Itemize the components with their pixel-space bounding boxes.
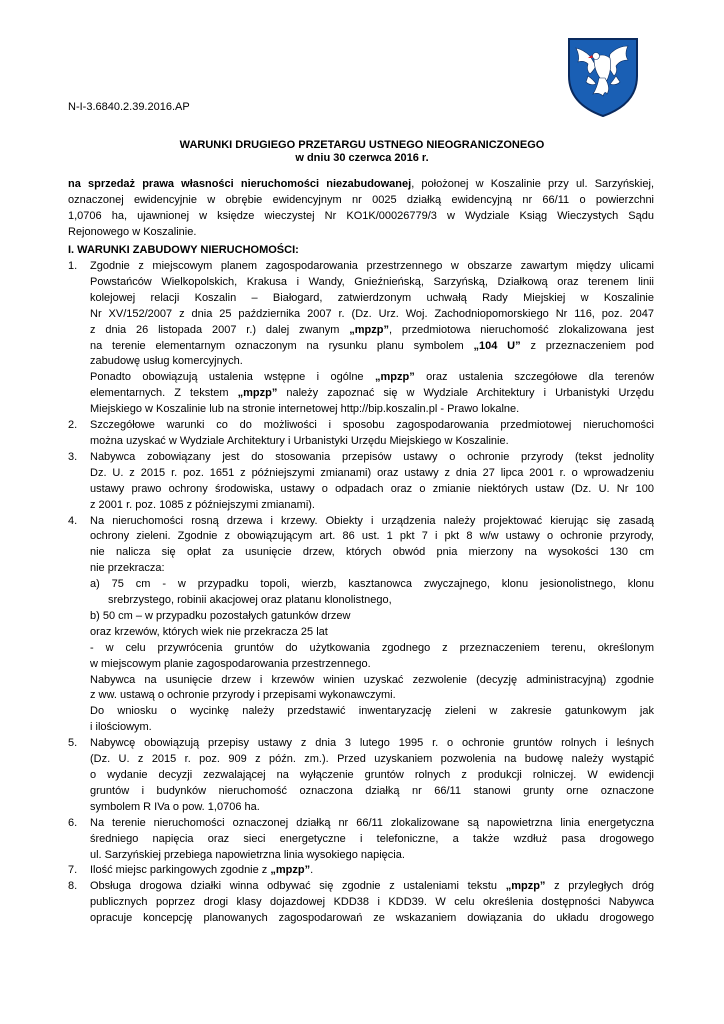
item-line: Nabywca na usunięcie drzew i krzewów winien uzyskać zezwolenie (decyzję administracyjną) zgodnie	[90, 673, 654, 686]
item-line: Ponadto obowiązują ustalenia wstępne i ogólne „mpzp” oraz ustalenia szczegółowe dla terenów	[90, 371, 654, 384]
item-line: publicznych poprzez drogi klasy dojazdowej KDD38 i KDD39. W celu określenia dostępności Nabywca	[90, 896, 654, 909]
item-number: 1.	[68, 260, 78, 272]
item-line: Powstańców Wielkopolskich, Krakusa i Wandy, Gnieźnieńską, Sarzyńską, Działkową oraz terenem linii	[90, 275, 654, 288]
item-line: na terenie elementarnym oznaczonym na rysunku planu symbolem „104 U” z przeznaczeniem pod	[90, 339, 654, 352]
item-line: Na nieruchomości rosną drzewa i krzewy. Obiekty i urządzenia należy projektować kierując się zasadą	[90, 514, 654, 527]
item-line: - w celu przywrócenia gruntów do użytkowania zgodnego z przeznaczeniem terenu, określonym	[90, 641, 654, 654]
item-line: Miejskiego w Koszalinie lub na stronie internetowej http://bip.koszalin.pl - Prawo lokalne.	[90, 403, 520, 416]
item-line: ochrony zieleni. Zgodnie z obowiązującym art. 86 ust. 1 pkt 7 i pkt 8 w/w ustawy o ochronie przyrody,	[90, 530, 654, 543]
item-line: Nabywcę obowiązują przepisy ustawy z dnia 3 lutego 1995 r. o ochronie gruntów rolnych i leśnych	[90, 737, 654, 750]
intro-line: Rejonowego w Koszalinie.	[68, 225, 197, 238]
item-line: Zgodnie z miejscowym planem zagospodarowania przestrzennego w obszarze zawartym między ulicami	[90, 260, 654, 272]
intro-text: , położonej w Koszalinie przy ul. Sarzyńskiej,	[411, 178, 654, 190]
item-line: (Dz. U. z 2015 r. poz. 909 z późn. zm.). Przed uzyskaniem pozwolenia na budowę należy wystąpić	[90, 753, 654, 766]
item-line: Nabywca zobowiązany jest do stosowania przepisów ustawy o ochronie przyrody (tekst jednolity	[90, 450, 654, 463]
item-line: kolejowej relacji Koszalin – Białogard, zatwierdzonym uchwałą Rady Miejskiej w Koszalinie	[90, 291, 654, 304]
item-line: zabudowę usług komercyjnych.	[90, 355, 243, 368]
item-line: nie przekracza:	[90, 562, 165, 575]
item-number: 5.	[68, 737, 78, 750]
item-line: b) 50 cm – w przypadku pozostałych gatunków drzew	[90, 609, 351, 622]
item-number: 4.	[68, 514, 78, 527]
item-line: Obsługa drogowa działki winna odbywać się zgodnie z ustaleniami tekstu „mpzp” z przyległych dróg	[90, 880, 654, 893]
item-line: ustawy prawo ochrony środowiska, ustawy o odpadach oraz o zmianie niektórych ustaw (Dz. U. Nr 100	[90, 482, 654, 495]
list-item	[68, 816, 654, 864]
item-line: gruntów i budynków nieruchomość oznaczona działką nr 66/11 stanowi grunty orne oznaczone	[90, 784, 654, 797]
item-line: oraz krzewów, których wiek nie przekracza 25 lat	[90, 625, 328, 638]
item-line: Nr XV/152/2007 z dnia 25 października 2007 r. (Dz. Urz. Woj. Zachodniopomorskiego Nr 116, poz. 2047	[90, 307, 654, 320]
document-title: WARUNKI DRUGIEGO PRZETARGU USTNEGO NIEOGRANICZONEGO	[179, 139, 545, 151]
section-heading: I. WARUNKI ZABUDOWY NIERUCHOMOŚCI:	[68, 244, 299, 256]
item-line: srebrzystego, robinii akacjowej oraz platanu klonolistnego,	[108, 594, 392, 607]
item-number: 7.	[68, 864, 78, 877]
list-item	[68, 514, 654, 737]
intro-line	[68, 177, 654, 193]
intro-line: oznaczonej ewidencyjnie w obrębie ewidencyjnym nr 0025 działką ewidencyjną nr 66/11 o powierzchni	[68, 193, 654, 206]
item-line: z dnia 26 listopada 2007 r.) dalej zwanym „mpzp”, przedmiotowa nieruchomość zlokalizowana jest	[90, 323, 654, 336]
list-item	[68, 863, 654, 879]
item-line: ul. Sarzyńskiej przebiega napowietrzna linia wysokiego napięcia.	[90, 848, 405, 861]
item-line: z 2001 r. poz. 1085 z późniejszymi zmianami).	[90, 498, 315, 511]
item-number: 8.	[68, 880, 78, 893]
koszalin-coat-of-arms-icon	[566, 36, 640, 118]
item-number: 2.	[68, 419, 78, 432]
item-line: symbolem R IVa o pow. 1,0706 ha.	[90, 800, 260, 813]
document-reference-number: N-I-3.6840.2.39.2016.AP	[68, 101, 190, 113]
item-line: o wydanie decyzji zezwalającej na wyłączenie gruntów rolnych z produkcji rolniczej. W ewidencji	[90, 769, 654, 781]
conditions-list	[68, 259, 654, 927]
item-number: 6.	[68, 816, 78, 829]
list-item	[68, 736, 654, 816]
item-line: Do wniosku o wycinkę należy przedstawić inwentaryzację zieleni w zakresie gatunkowym jak	[90, 705, 654, 718]
item-line: można uzyskać w Wydziale Architektury i Urbanistyki Urzędu Miejskiego w Koszalinie.	[90, 434, 509, 447]
item-line: elementarnych. Z tekstem „mpzp” należy zapoznać się w Wydziale Architektury i Urbanistyki Urzędu	[90, 387, 654, 400]
list-item	[68, 450, 654, 514]
item-line: Dz. U. z 2015 r. poz. 1651 z późniejszymi zmianami) oraz ustawy z dnia 27 lipca 2001 r. o wprowadzeniu	[90, 466, 654, 479]
item-line: opracuje koncepcję planowanych zagospodarowań ze wskazaniem dowiązania do układu drogowego	[90, 912, 654, 925]
document-date: w dniu 30 czerwca 2016 r.	[295, 152, 429, 164]
list-item	[68, 259, 654, 418]
list-item	[68, 418, 654, 450]
list-item	[68, 879, 654, 927]
item-line: i ilościowym.	[90, 721, 152, 734]
item-line: w miejscowym planie zagospodarowania przestrzennego.	[90, 657, 371, 670]
intro-line: 1,0706 ha, ujawnionej w księdze wieczystej Nr KO1K/00026779/3 w Wydziale Ksiąg Wieczystych Sądu	[68, 209, 654, 222]
intro-bold-text: na sprzedaż prawa własności nieruchomości niezabudowanej	[68, 178, 412, 190]
item-line: Na terenie nieruchomości oznaczonej działką nr 66/11 zlokalizowane są napowietrzna linia energetyczna	[90, 816, 654, 829]
item-line: z ww. ustawą o ochronie przyrody i przepisami wykonawczymi.	[90, 689, 396, 702]
item-line: Ilość miejsc parkingowych zgodnie z „mpzp”.	[90, 864, 314, 877]
item-line: nie nalicza się opłat za usunięcie drzew, których obwód pnia mierzony na wysokości 130 cm	[90, 546, 654, 559]
item-line: a) 75 cm - w przypadku topoli, wierzb, kasztanowca zwyczajnego, klonu jesionolistnego, klonu	[90, 578, 654, 591]
item-number: 3.	[68, 450, 78, 463]
item-line: Szczegółowe warunki co do możliwości i sposobu zagospodarowania przedmiotowej nieruchomości	[90, 419, 654, 432]
intro-paragraph	[68, 177, 654, 241]
item-line: średniego napięcia oraz sieci energetyczne i telefoniczne, a także wzdłuż pasa drogowego	[90, 832, 654, 845]
